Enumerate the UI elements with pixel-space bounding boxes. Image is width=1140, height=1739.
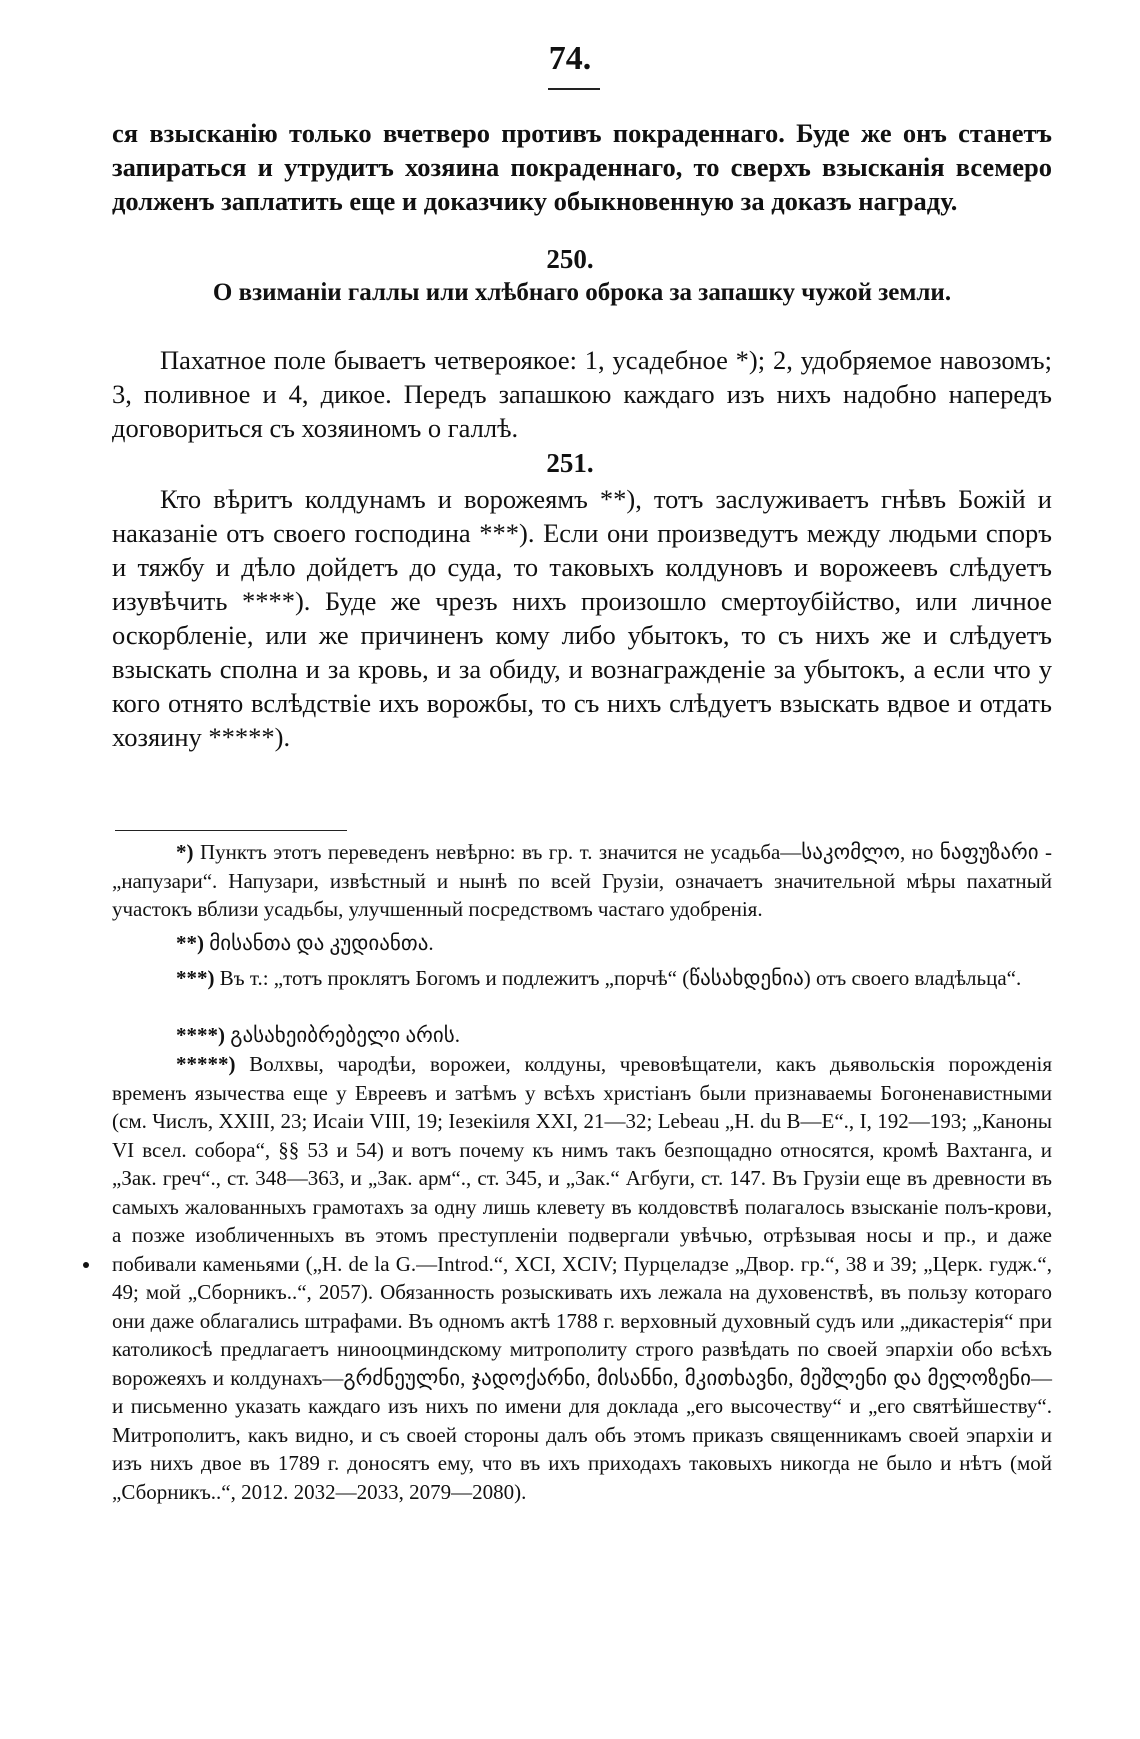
section-251-text: Кто вѣритъ колдунамъ и ворожеямъ **), тотъ заслуживаетъ гнѣвъ Божій и наказаніе отъ своего господина ***). Если они произведутъ между людьми споръ и тяжбу и дѣло дойдетъ до суда, то таковыхъ колдуновъ и ворожеевъ слѣдуетъ изувѣчить ****). Буде же чрезъ нихъ произошло смертоубійство, или личное оскорбленіе, или же причиненъ кому либо убытокъ, то съ нихъ же и слѣдуетъ взыскать сполна и за кровь, и за обиду, и вознагражденіе за убытокъ, а если что у кого отнято вслѣдствіе ихъ ворожбы, то съ нихъ слѣдуетъ взыскать вдвое и отдать хозяину *****). — [112, 484, 1052, 752]
section-250-text: Пахатное поле бываетъ четвероякое: 1, усадебное *); 2, удобряемое навозомъ; 3, поливное и 4, дикое. Передъ запашкою каждаго изъ нихъ надобно напередъ договориться съ хозяиномъ о галлѣ. — [112, 345, 1052, 443]
section-251-number: 251. — [546, 448, 594, 478]
footnote-separator — [115, 830, 347, 831]
footnote-5 — [112, 1050, 1052, 1506]
page-number-underline — [548, 88, 600, 90]
footnote-2-text: მისანთა და კუდიანთა. — [209, 931, 434, 955]
footnote-1-mark: *) — [176, 840, 194, 864]
footnote-4-text: გასახეიბრებელი არის. — [230, 1023, 460, 1047]
section-250-title: О взиманіи галлы или хлѣбнаго оброка за запашку чужой земли. — [212, 279, 952, 306]
footnote-5-mark: *****) — [176, 1052, 236, 1076]
footnote-1-text: Пунктъ этотъ переведенъ невѣрно: въ гр. т. значится не усадьба—საკომლო, но ნაფუზარი - „напузари“. Напузари, извѣстный и нынѣ по всей Грузіи, означаетъ значительной мѣры пахатный участокъ вблизи усадьбы, улучшенный посредствомъ частаго удобренія. — [112, 840, 1053, 921]
footnote-4 — [112, 1021, 1052, 1050]
intro-paragraph: ся взысканію только вчетверо противъ покраденнаго. Буде же онъ станетъ запираться и утрудитъ хозяина покраденнаго, то сверхъ взысканія всемеро долженъ заплатить еще и доказчику обыкновенную за доказъ награду. — [112, 118, 1052, 216]
footnote-4-mark: ****) — [176, 1023, 225, 1047]
footnote-2 — [112, 929, 1052, 958]
page-number: 74. — [548, 40, 592, 77]
section-250-number: 250. — [546, 244, 594, 274]
footnote-3-mark: ***) — [176, 966, 215, 990]
footnote-3 — [112, 964, 1052, 993]
margin-dot — [83, 1262, 89, 1268]
footnote-2-mark: **) — [176, 931, 204, 955]
footnote-1 — [112, 838, 1052, 924]
footnote-3-text: Въ т.: „тотъ проклятъ Богомъ и подлежитъ „порчѣ“ (წასახდენია) отъ своего владѣльца“. — [219, 966, 1022, 990]
footnote-5-text: Волхвы, чародѣи, ворожеи, колдуны, чревовѣщатели, какъ дьявольскія порожденія временъ язычества еще у Евреевъ и затѣмъ у всѣхъ христіанъ были признаваемы Богоненавистными (см. Числъ, XXIII, 23; Исаіи VIII, 19; Іезекіиля XXI, 21—32; Lebeau „H. du B—E“., I, 192—193; „Каноны VI всел. собора“, §§ 53 и 54) и вотъ почему къ нимъ такъ безпощадно относятся, кромѣ Вахтанга, и „Зак. греч“., ст. 348—363, и „Зак. арм“., ст. 345, и „Зак.“ Агбуги, ст. 147. Въ Грузіи еще въ древности въ самыхъ жалованныхъ грамотахъ за одну лишь клевету въ колдовствѣ полагалось взысканіе полъ-крови, а позже изобличенныхъ въ этомъ преступленіи подвергали увѣчью, отрѣзывая носы и пр., и даже побивали каменьями („H. de la G.—Introd.“, XCI, XCIV; Пурцеладзе „Двор. гр.“, 38 и 39; „Церк. гудж.“, 49; мой „Сборникъ..“, 2057). Обязанность розыскивать ихъ лежала на духовенствѣ, въ пользу котораго они даже облагались штрафами. Въ одномъ актѣ 1788 г. верховный духовный судъ или „дикастерія“ при католикосѣ предлагаетъ нинооцминдскому митрополиту строго развѣдать по своей эпархіи обо всѣхъ ворожеяхъ и колдунахъ—გრძნეულნი, ჯადოქარნი, მისანნი, მკითხავნი, მეშლენი და მელოზენი—и письменно указать каждаго изъ нихъ по имени для доклада „его высочеству“ и „его святѣйшеству“. Митрополитъ, какъ видно, и съ своей стороны далъ объ этомъ приказъ священникамъ своей эпархіи и изъ нихъ двое въ 1789 г. доносятъ ему, что въ ихъ приходахъ таковыхъ никогда не было и нѣтъ (мой „Сборникъ..“, 2012. 2032—2033, 2079—2080). — [112, 1052, 1053, 1504]
